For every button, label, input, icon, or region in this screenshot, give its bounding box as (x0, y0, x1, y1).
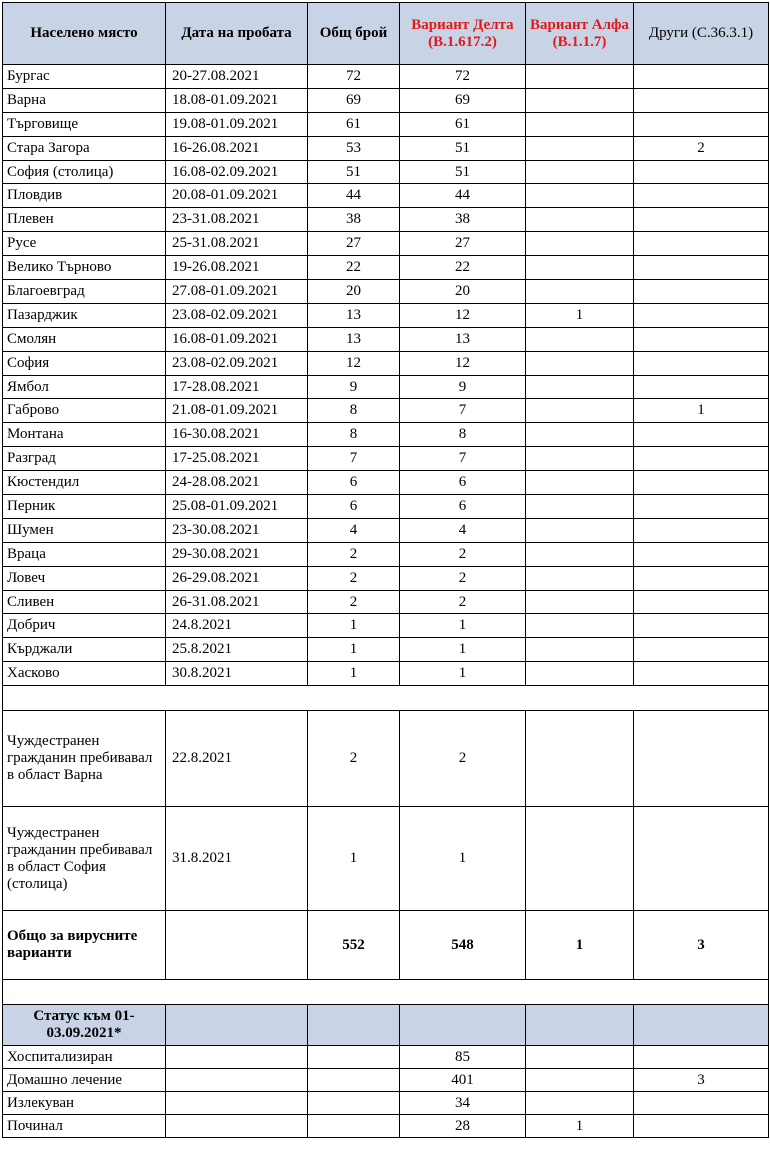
status-delta: 85 (400, 1046, 526, 1069)
status-delta: 28 (400, 1115, 526, 1138)
totals-alpha: 1 (526, 911, 634, 980)
alpha-cell (526, 208, 634, 232)
table-row (3, 208, 769, 232)
place-cell: Пазарджик (3, 303, 166, 327)
delta-cell: 2 (400, 711, 526, 807)
date-cell: 25-31.08.2021 (166, 232, 308, 256)
place-cell: Кърджали (3, 638, 166, 662)
total-cell: 1 (308, 638, 400, 662)
table-row (3, 280, 769, 304)
date-cell: 29-30.08.2021 (166, 542, 308, 566)
other-cell (634, 65, 769, 89)
table-row (3, 375, 769, 399)
table-row (3, 590, 769, 614)
date-cell: 25.8.2021 (166, 638, 308, 662)
foreign-row (3, 807, 769, 911)
total-cell: 51 (308, 160, 400, 184)
alpha-cell (526, 256, 634, 280)
alpha-cell (526, 423, 634, 447)
other-cell (634, 112, 769, 136)
place-cell: Разград (3, 447, 166, 471)
date-cell: 26-29.08.2021 (166, 566, 308, 590)
total-cell: 6 (308, 471, 400, 495)
date-cell: 16.08-01.09.2021 (166, 327, 308, 351)
total-cell: 13 (308, 303, 400, 327)
alpha-cell (526, 566, 634, 590)
place-cell: Плевен (3, 208, 166, 232)
date-cell: 22.8.2021 (166, 711, 308, 807)
delta-cell: 7 (400, 447, 526, 471)
date-cell: 17-25.08.2021 (166, 447, 308, 471)
total-cell: 2 (308, 542, 400, 566)
total-cell: 4 (308, 518, 400, 542)
totals-delta: 548 (400, 911, 526, 980)
spacer-row (3, 980, 769, 1005)
status-header-empty (166, 1005, 308, 1046)
status-header-empty (526, 1005, 634, 1046)
header-delta: Вариант Делта (В.1.617.2) (400, 3, 526, 65)
delta-cell: 22 (400, 256, 526, 280)
header-row (3, 3, 769, 65)
table-row (3, 638, 769, 662)
alpha-cell (526, 184, 634, 208)
alpha-cell (526, 807, 634, 911)
total-cell: 61 (308, 112, 400, 136)
delta-cell: 9 (400, 375, 526, 399)
place-cell: Кюстендил (3, 471, 166, 495)
place-cell: Благоевград (3, 280, 166, 304)
alpha-cell (526, 88, 634, 112)
date-cell: 19-26.08.2021 (166, 256, 308, 280)
status-alpha (526, 1046, 634, 1069)
alpha-cell (526, 327, 634, 351)
table-row (3, 232, 769, 256)
date-cell: 23.08-02.09.2021 (166, 351, 308, 375)
other-cell (634, 590, 769, 614)
delta-cell: 2 (400, 590, 526, 614)
date-cell: 26-31.08.2021 (166, 590, 308, 614)
table-row (3, 88, 769, 112)
date-cell: 24.8.2021 (166, 614, 308, 638)
date-cell: 25.08-01.09.2021 (166, 495, 308, 519)
table-row (3, 136, 769, 160)
totals-row (3, 911, 769, 980)
header-other: Други (С.36.3.1) (634, 3, 769, 65)
status-label: Излекуван (3, 1092, 166, 1115)
place-cell: Варна (3, 88, 166, 112)
table-row (3, 566, 769, 590)
other-cell (634, 232, 769, 256)
other-cell (634, 327, 769, 351)
delta-cell: 1 (400, 614, 526, 638)
other-cell (634, 542, 769, 566)
total-cell: 27 (308, 232, 400, 256)
date-cell: 27.08-01.09.2021 (166, 280, 308, 304)
variants-table (2, 2, 769, 1138)
status-date-cell (166, 1046, 308, 1069)
status-delta: 34 (400, 1092, 526, 1115)
date-cell: 31.8.2021 (166, 807, 308, 911)
other-cell (634, 280, 769, 304)
date-cell: 16.08-02.09.2021 (166, 160, 308, 184)
table-row (3, 662, 769, 686)
status-total-cell (308, 1069, 400, 1092)
alpha-cell (526, 112, 634, 136)
date-cell: 16-26.08.2021 (166, 136, 308, 160)
other-cell (634, 447, 769, 471)
status-other: 3 (634, 1069, 769, 1092)
delta-cell: 13 (400, 327, 526, 351)
delta-cell: 51 (400, 136, 526, 160)
spacer-row (3, 686, 769, 711)
total-cell: 8 (308, 423, 400, 447)
delta-cell: 72 (400, 65, 526, 89)
delta-cell: 8 (400, 423, 526, 447)
place-cell: Монтана (3, 423, 166, 447)
date-cell: 17-28.08.2021 (166, 375, 308, 399)
date-cell: 19.08-01.09.2021 (166, 112, 308, 136)
place-cell: Велико Търново (3, 256, 166, 280)
total-cell: 72 (308, 65, 400, 89)
spacer-cell (3, 686, 769, 711)
date-cell: 23.08-02.09.2021 (166, 303, 308, 327)
status-date-cell (166, 1115, 308, 1138)
delta-cell: 7 (400, 399, 526, 423)
delta-cell: 1 (400, 807, 526, 911)
alpha-cell (526, 136, 634, 160)
place-cell: София (3, 351, 166, 375)
place-cell: Бургас (3, 65, 166, 89)
delta-cell: 2 (400, 542, 526, 566)
status-total-cell (308, 1092, 400, 1115)
total-cell: 2 (308, 566, 400, 590)
alpha-cell (526, 232, 634, 256)
place-cell: Ловеч (3, 566, 166, 590)
other-cell (634, 711, 769, 807)
table-body (3, 65, 769, 1138)
status-label: Домашно лечение (3, 1069, 166, 1092)
alpha-cell (526, 542, 634, 566)
table-row (3, 542, 769, 566)
place-cell: Търговище (3, 112, 166, 136)
date-cell: 20.08-01.09.2021 (166, 184, 308, 208)
alpha-cell (526, 711, 634, 807)
other-cell (634, 638, 769, 662)
place-cell: Перник (3, 495, 166, 519)
table-row (3, 112, 769, 136)
delta-cell: 38 (400, 208, 526, 232)
delta-cell: 27 (400, 232, 526, 256)
other-cell (634, 160, 769, 184)
date-cell: 23-30.08.2021 (166, 518, 308, 542)
place-cell: Шумен (3, 518, 166, 542)
table-row (3, 447, 769, 471)
alpha-cell (526, 638, 634, 662)
table-row (3, 327, 769, 351)
status-row (3, 1115, 769, 1138)
status-date-cell (166, 1092, 308, 1115)
status-total-cell (308, 1046, 400, 1069)
place-cell: Сливен (3, 590, 166, 614)
status-row (3, 1069, 769, 1092)
status-header-empty (308, 1005, 400, 1046)
total-cell: 38 (308, 208, 400, 232)
table-row (3, 303, 769, 327)
header-date: Дата на пробата (166, 3, 308, 65)
other-cell (634, 184, 769, 208)
other-cell (634, 303, 769, 327)
alpha-cell (526, 614, 634, 638)
place-cell: Чуждестранен гражданин пребивавал в област София (столица) (3, 807, 166, 911)
date-cell: 20-27.08.2021 (166, 65, 308, 89)
status-row (3, 1046, 769, 1069)
delta-cell: 6 (400, 471, 526, 495)
delta-cell: 61 (400, 112, 526, 136)
alpha-cell (526, 471, 634, 495)
table-row (3, 65, 769, 89)
other-cell (634, 518, 769, 542)
other-cell (634, 614, 769, 638)
delta-cell: 1 (400, 662, 526, 686)
place-cell: Пловдив (3, 184, 166, 208)
header-place: Населено място (3, 3, 166, 65)
delta-cell: 20 (400, 280, 526, 304)
status-other (634, 1092, 769, 1115)
place-cell: Габрово (3, 399, 166, 423)
status-delta: 401 (400, 1069, 526, 1092)
alpha-cell (526, 280, 634, 304)
other-cell (634, 471, 769, 495)
delta-cell: 69 (400, 88, 526, 112)
other-cell: 2 (634, 136, 769, 160)
total-cell: 1 (308, 662, 400, 686)
alpha-cell (526, 351, 634, 375)
totals-label: Общо за вирусните варианти (3, 911, 166, 980)
status-date-cell (166, 1069, 308, 1092)
alpha-cell (526, 590, 634, 614)
status-row (3, 1092, 769, 1115)
total-cell: 9 (308, 375, 400, 399)
table-row (3, 256, 769, 280)
date-cell: 30.8.2021 (166, 662, 308, 686)
table-row (3, 471, 769, 495)
other-cell (634, 256, 769, 280)
other-cell (634, 495, 769, 519)
date-cell: 16-30.08.2021 (166, 423, 308, 447)
other-cell (634, 88, 769, 112)
header-alpha: Вариант Алфа (В.1.1.7) (526, 3, 634, 65)
place-cell: Стара Загора (3, 136, 166, 160)
other-cell: 1 (634, 399, 769, 423)
delta-cell: 2 (400, 566, 526, 590)
status-header: Статус към 01-03.09.2021* (3, 1005, 166, 1046)
alpha-cell (526, 65, 634, 89)
total-cell: 1 (308, 807, 400, 911)
place-cell: Враца (3, 542, 166, 566)
delta-cell: 12 (400, 351, 526, 375)
delta-cell: 4 (400, 518, 526, 542)
table-row (3, 423, 769, 447)
place-cell: София (столица) (3, 160, 166, 184)
other-cell (634, 375, 769, 399)
alpha-cell (526, 160, 634, 184)
alpha-cell (526, 518, 634, 542)
table-row (3, 160, 769, 184)
table-row (3, 184, 769, 208)
place-cell: Добрич (3, 614, 166, 638)
status-other (634, 1046, 769, 1069)
place-cell: Ямбол (3, 375, 166, 399)
status-alpha (526, 1092, 634, 1115)
alpha-cell (526, 399, 634, 423)
status-header-empty (634, 1005, 769, 1046)
alpha-cell: 1 (526, 303, 634, 327)
spacer-cell (3, 980, 769, 1005)
status-label: Починал (3, 1115, 166, 1138)
status-header-empty (400, 1005, 526, 1046)
delta-cell: 6 (400, 495, 526, 519)
delta-cell: 1 (400, 638, 526, 662)
total-cell: 69 (308, 88, 400, 112)
alpha-cell (526, 447, 634, 471)
totals-date-cell (166, 911, 308, 980)
total-cell: 20 (308, 280, 400, 304)
other-cell (634, 807, 769, 911)
foreign-row (3, 711, 769, 807)
other-cell (634, 423, 769, 447)
other-cell (634, 662, 769, 686)
total-cell: 8 (308, 399, 400, 423)
date-cell: 24-28.08.2021 (166, 471, 308, 495)
delta-cell: 44 (400, 184, 526, 208)
status-other (634, 1115, 769, 1138)
total-cell: 6 (308, 495, 400, 519)
total-cell: 13 (308, 327, 400, 351)
place-cell: Хасково (3, 662, 166, 686)
table-row (3, 399, 769, 423)
other-cell (634, 566, 769, 590)
place-cell: Русе (3, 232, 166, 256)
delta-cell: 12 (400, 303, 526, 327)
table-row (3, 614, 769, 638)
alpha-cell (526, 495, 634, 519)
other-cell (634, 351, 769, 375)
total-cell: 2 (308, 590, 400, 614)
total-cell: 22 (308, 256, 400, 280)
totals-other: 3 (634, 911, 769, 980)
place-cell: Чуждестранен гражданин пребивавал в област Варна (3, 711, 166, 807)
total-cell: 12 (308, 351, 400, 375)
delta-cell: 51 (400, 160, 526, 184)
place-cell: Смолян (3, 327, 166, 351)
total-cell: 53 (308, 136, 400, 160)
totals-total: 552 (308, 911, 400, 980)
table-row (3, 518, 769, 542)
date-cell: 18.08-01.09.2021 (166, 88, 308, 112)
status-alpha: 1 (526, 1115, 634, 1138)
total-cell: 44 (308, 184, 400, 208)
date-cell: 21.08-01.09.2021 (166, 399, 308, 423)
total-cell: 7 (308, 447, 400, 471)
alpha-cell (526, 662, 634, 686)
status-total-cell (308, 1115, 400, 1138)
other-cell (634, 208, 769, 232)
status-label: Хоспитализиран (3, 1046, 166, 1069)
header-total: Общ брой (308, 3, 400, 65)
total-cell: 1 (308, 614, 400, 638)
table-row (3, 351, 769, 375)
status-alpha (526, 1069, 634, 1092)
table-row (3, 495, 769, 519)
total-cell: 2 (308, 711, 400, 807)
status-header-row (3, 1005, 769, 1046)
alpha-cell (526, 375, 634, 399)
date-cell: 23-31.08.2021 (166, 208, 308, 232)
